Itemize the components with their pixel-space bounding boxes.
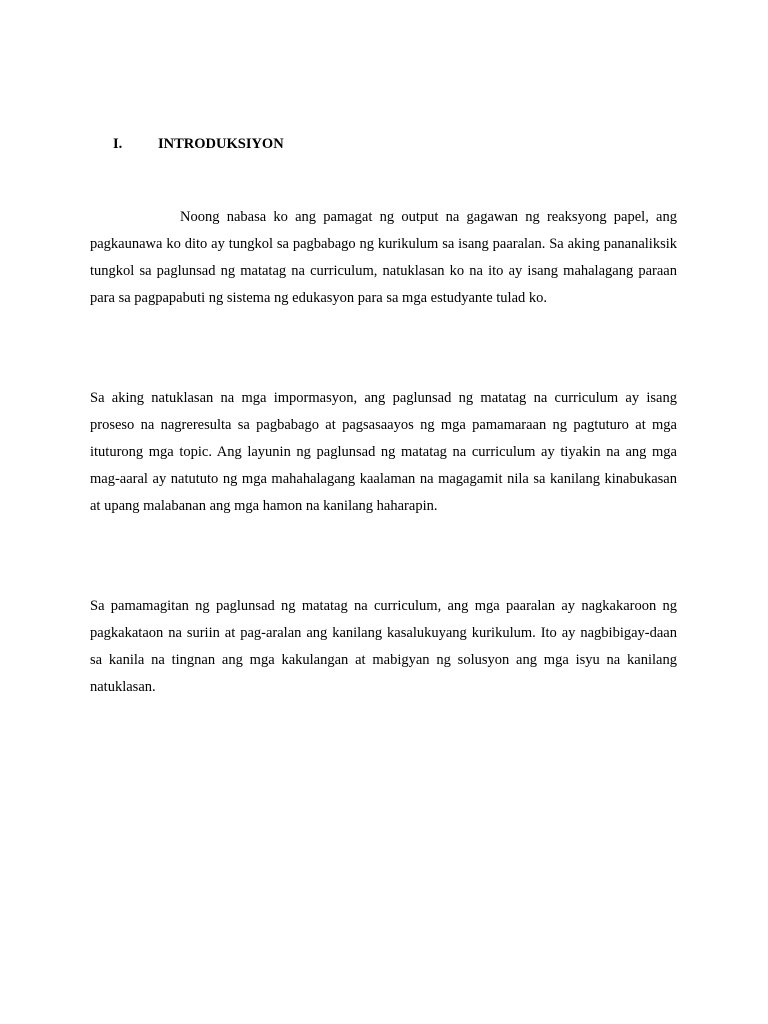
paragraph-2: Sa aking natuklasan na mga impormasyon, ang paglunsad ng matatag na curriculum ay isang proseso na nagreresulta sa pagbabago at pagsasaayos ng mga pamamaraan ng pagtuturo at mga ituturong mga topic. Ang layunin ng paglunsad ng matatag na curriculum ay tiyakin na ang mga mag-aaral ay natututo ng mga mahahalagang kaalaman na magagamit nila sa kanilang kinabukasan at upang malabanan ang mga hamon na kanilang haharapin. — [90, 390, 677, 514]
paragraph-1 — [90, 204, 677, 312]
section-title: INTRODUKSIYON — [158, 136, 284, 152]
section-heading — [113, 135, 284, 153]
paragraph-1-text: Noong nabasa ko ang pamagat ng output na gagawan ng reaksyong papel, ang pagkaunawa ko dito ay tungkol sa pagbabago ng kurikulum sa isang paaralan. Sa aking pananaliksik tungkol sa paglunsad ng matatag na curriculum, natuklasan ko na ito ay isang mahalagang paraan para sa pagpapabuti ng sistema ng edukasyon para sa mga estudyante tulad ko. — [90, 209, 677, 306]
paragraph-3: Sa pamamagitan ng paglunsad ng matatag na curriculum, ang mga paaralan ay nagkakaroon ng pagkakataon na suriin at pag-aralan ang kanilang kasalukuyang kurikulum. Ito ay nagbibigay-daan sa kanila na tingnan ang mga kakulangan at mabigyan ng solusyon ang mga isyu na kanilang natuklasan. — [90, 598, 677, 695]
section-number: I. — [113, 136, 123, 152]
